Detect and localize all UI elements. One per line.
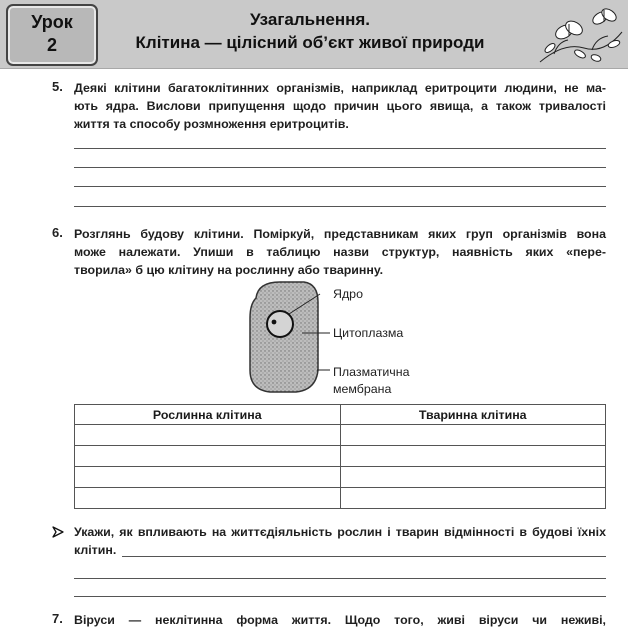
question-5-number: 5. bbox=[52, 79, 63, 94]
label-membrane-line1: Плазматична bbox=[333, 365, 410, 379]
lesson-word: Урок bbox=[31, 12, 73, 32]
lesson-header bbox=[0, 0, 628, 69]
cell-structures-table bbox=[74, 404, 606, 509]
label-cytoplasm: Цитоплазма bbox=[333, 326, 404, 340]
column-plant-cell: Рослинна клітина bbox=[75, 405, 341, 425]
table-cell[interactable] bbox=[75, 467, 341, 488]
lesson-badge bbox=[6, 4, 98, 66]
table-cell[interactable] bbox=[75, 488, 341, 509]
answer-line[interactable] bbox=[74, 206, 606, 207]
label-nucleus: Ядро bbox=[333, 287, 363, 301]
answer-line[interactable] bbox=[74, 596, 606, 597]
cell-nucleolus bbox=[272, 320, 277, 325]
table-cell[interactable] bbox=[340, 446, 606, 467]
answer-line[interactable] bbox=[74, 167, 606, 168]
answer-line[interactable] bbox=[74, 186, 606, 187]
question-5-line3: життя та способу розмноження еритроцитів. bbox=[74, 117, 349, 131]
table-cell[interactable] bbox=[340, 488, 606, 509]
answer-line[interactable] bbox=[74, 148, 606, 149]
table-row bbox=[75, 425, 606, 446]
table-cell[interactable] bbox=[340, 425, 606, 446]
lesson-title-line1: Узагальнення. bbox=[249, 10, 371, 29]
question-5-line2: ють ядра. Вислови припущення щодо причин цього явища, а також тривалості bbox=[74, 99, 606, 113]
question-6-line2: може належати. Упиши в таблицю назви структур, наявність яких «пере- bbox=[74, 245, 606, 259]
question-6-line1: Розглянь будову клітини. Поміркуй, представникам яких груп організмів вона bbox=[74, 227, 606, 241]
question-6-line3: творила» б цю клітину на рослинну або тваринну. bbox=[74, 263, 384, 277]
question-6-number: 6. bbox=[52, 225, 63, 240]
answer-line[interactable] bbox=[74, 578, 606, 579]
task-line2: клітин. bbox=[74, 543, 117, 557]
table-row bbox=[75, 467, 606, 488]
cell-nucleus bbox=[267, 311, 293, 337]
arrow-pointer-icon bbox=[52, 526, 64, 538]
lesson-title-line2: Клітина — цілісний об’єкт живої природи bbox=[135, 33, 485, 52]
table-header-row bbox=[75, 405, 606, 425]
lesson-number: 2 bbox=[46, 35, 57, 55]
butterflies-icon bbox=[534, 2, 626, 66]
question-5-line1: Деякі клітини багатоклітинних організмів, наприклад еритроцити людини, не ма- bbox=[74, 81, 606, 95]
question-7-number: 7. bbox=[52, 611, 63, 626]
table-cell[interactable] bbox=[340, 467, 606, 488]
task-line1: Укажи, як впливають на життєдіяльність рослин і тварин відмінності в будові їхніх bbox=[74, 525, 606, 539]
label-membrane-line2: мембрана bbox=[333, 382, 392, 396]
table-row bbox=[75, 488, 606, 509]
column-animal-cell: Тваринна клітина bbox=[340, 405, 606, 425]
answer-line[interactable] bbox=[122, 556, 606, 557]
table-cell[interactable] bbox=[75, 446, 341, 467]
question-7-line1: Віруси — неклітинна форма життя. Щодо того, живі віруси чи неживі, bbox=[74, 613, 606, 627]
table-row bbox=[75, 446, 606, 467]
table-cell[interactable] bbox=[75, 425, 341, 446]
